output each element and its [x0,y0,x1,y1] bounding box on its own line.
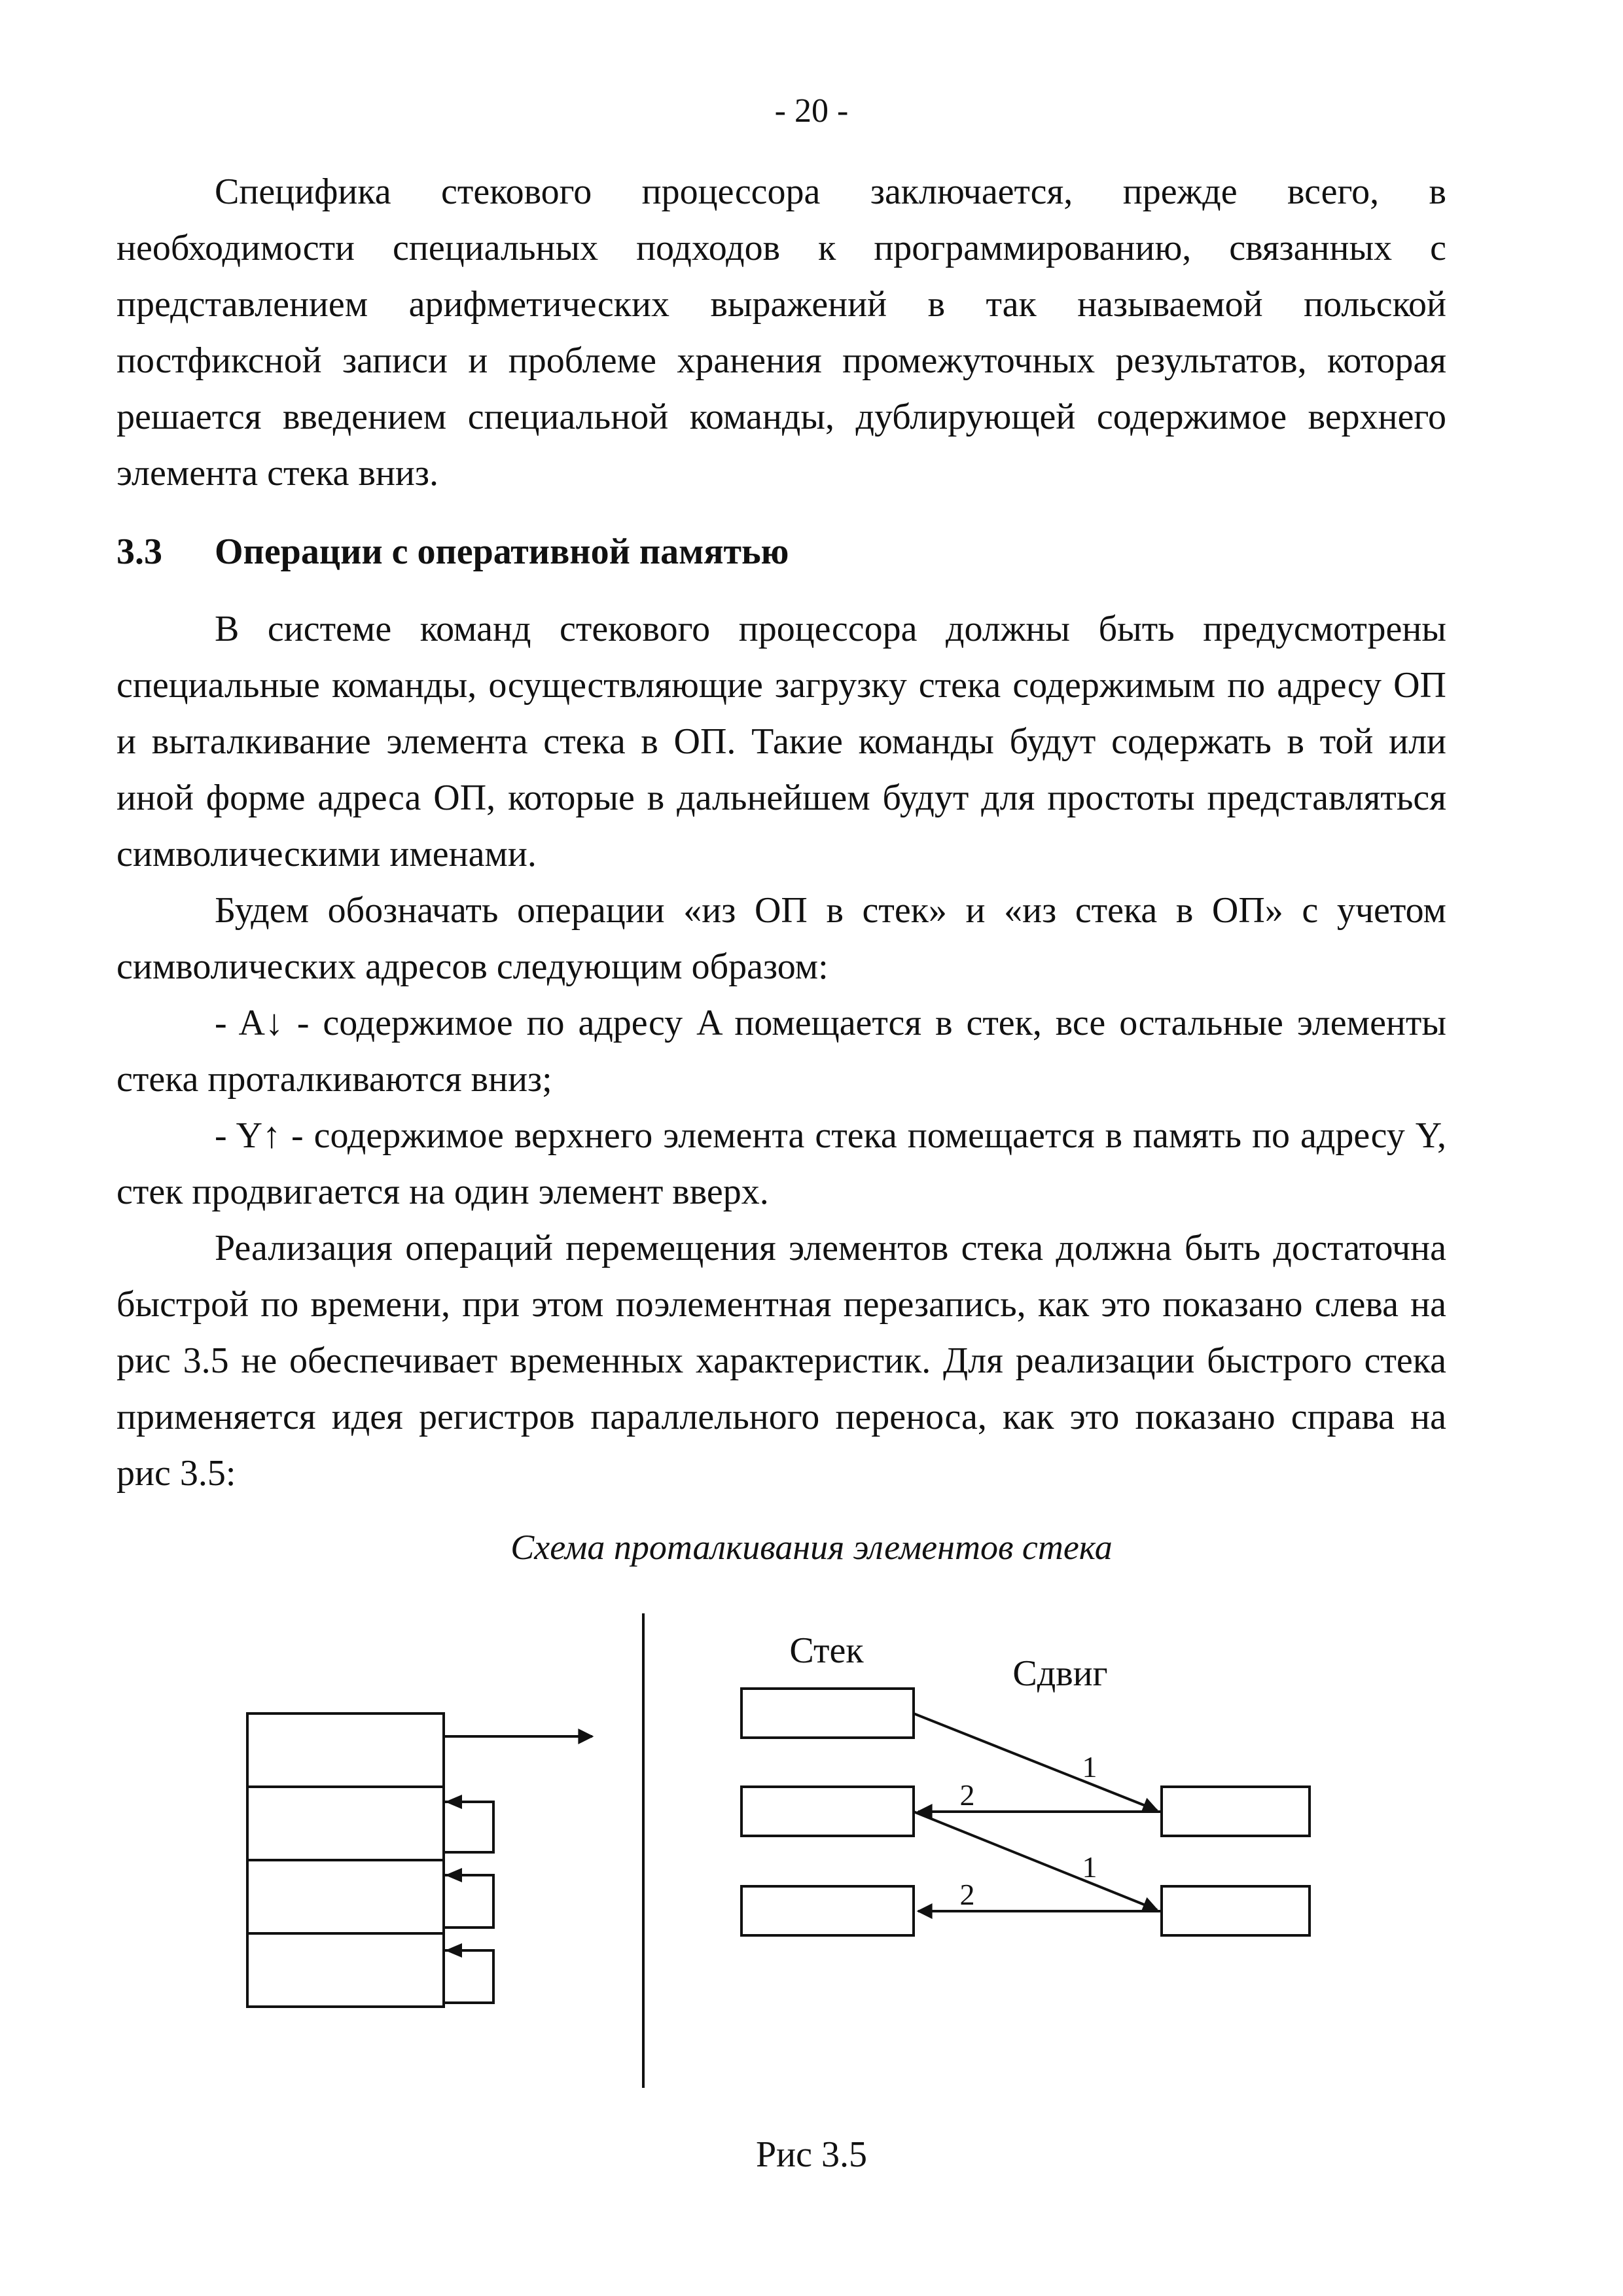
list-item-pop: - Y↑ - содержимое верхнего элемента стека помещается в память по адресу Y, стек продвигается на один элемент вверх. [116,1115,1446,1212]
section-number: 3.3 [116,531,162,572]
stack-label: Стек [789,1630,864,1671]
left-stack [247,1713,592,2007]
arrowhead [445,1943,462,1958]
figure-caption: Схема проталкивания элементов стека [510,1528,1113,1567]
stack-cell [247,1933,444,2007]
step-label: 2 [959,1878,975,1911]
shift-register [1162,1787,1310,1836]
figure-label: Рис 3.5 [756,2134,867,2175]
feedback-loop [444,1875,493,1928]
stack-register [741,1787,914,1836]
shift-label: Сдвиг [1012,1653,1108,1694]
arrowhead [445,1795,462,1809]
left-loop-arrowheads [445,1795,462,1958]
arrow-step-1 [914,1713,1157,1810]
paragraph: Будем обозначать операции «из ОП в стек» и «из стека в ОП» с учетом символических адресов следующим образом: [116,890,1446,987]
paragraph: В системе команд стекового процессора должны быть предусмотрены специальные команды, осуществляющие загрузку стека содержимым по адресу ОП и выталкивание элемента стека в ОП. Такие команды будут содержать в той или иной форме адреса ОП, которые в дальнейшем будут для простоты представляться символическими именами. [116,609,1446,874]
page-number: - 20 - [774,92,849,130]
shift-register [1162,1886,1310,1935]
stack-register [741,1886,914,1935]
stack-cell [247,1860,444,1933]
section-title: Операции с оперативной памятью [215,531,789,572]
feedback-loop [444,1802,493,1852]
stack-cell [247,1787,444,1860]
stack-registers [741,1689,914,1935]
stack-cell [247,1713,444,1787]
stack-register [741,1689,914,1738]
step-label: 2 [959,1778,975,1812]
arrow-step-1 [914,1812,1157,1910]
shift-registers [1162,1787,1310,1935]
paragraph: Специфика стекового процессора заключается, прежде всего, в необходимости специальных подходов к программированию, связанных с представлением арифметических выражений в так называемой польской постфиксной записи и проблеме хранения промежуточных результатов, которая решается введением специальной команды, дублирующей содержимое верхнего элемента стека вниз. [116,171,1446,493]
transfer-arrows [914,1713,1162,1911]
step-label: 1 [1082,1850,1097,1884]
feedback-loop [444,1950,493,2003]
paragraph: Реализация операций перемещения элементов стека должна быть достаточна быстрой по времени, при этом поэлементная перезапись, как это показано слева на рис 3.5 не обеспечивает временных характеристик. Для реализации быстрого стека применяется идея регистров параллельного переноса, как это показано справа на рис 3.5: [116,1228,1446,1494]
list-item-push: - A↓ - содержимое по адресу A помещается в стек, все остальные элементы стека проталкиваются вниз; [116,1003,1446,1100]
step-label: 1 [1082,1750,1097,1784]
arrowhead [445,1868,462,1882]
